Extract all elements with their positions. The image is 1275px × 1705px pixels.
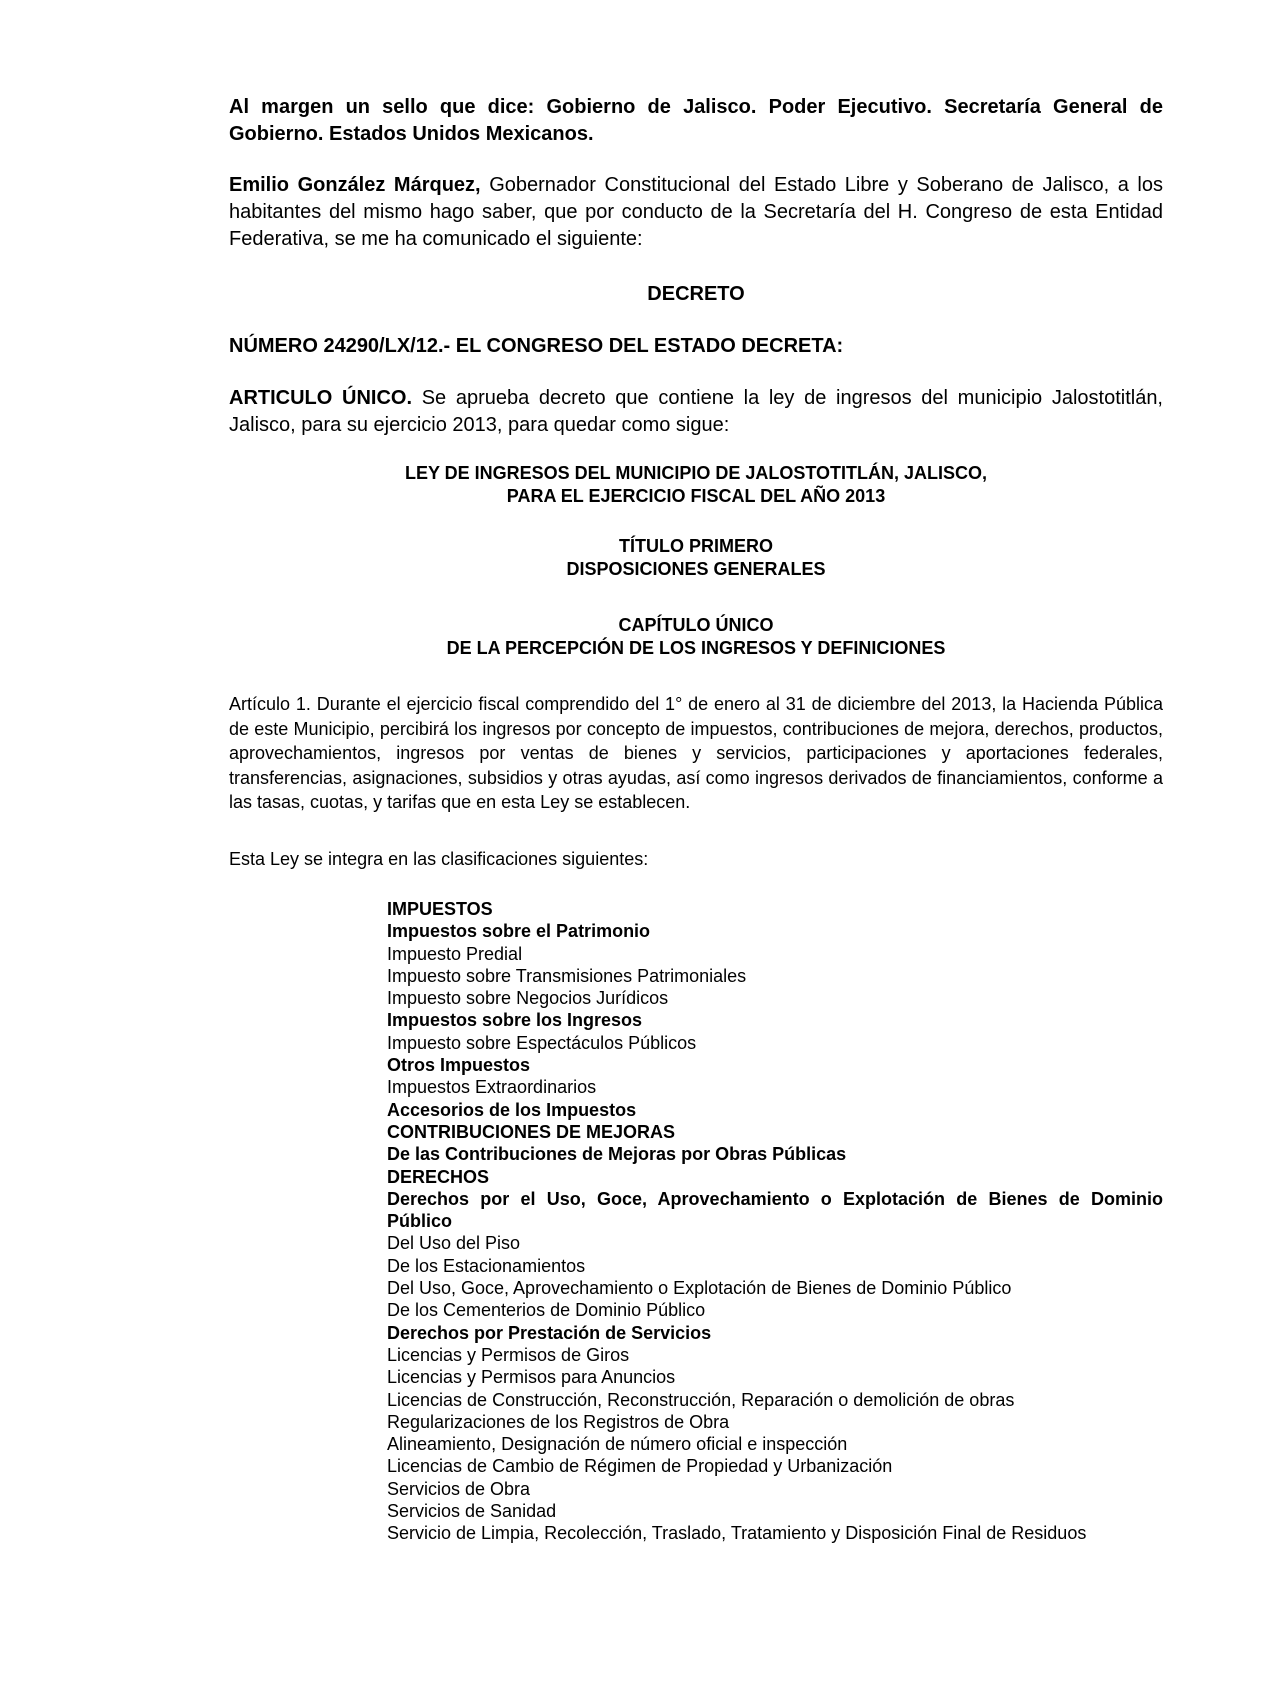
articulo-1: Artículo 1. Durante el ejercicio fiscal comprendido del 1° de enero al 31 de diciembre del 2013, la Hacienda Pública de este Municipio, percibirá los ingresos por concepto de impuestos, contribuciones de mejora, derechos, productos, aprovechamientos, ingresos por ventas de bienes y servicios, participaciones y aportaciones federales, transferencias, asignaciones, subsidios y otras ayudas, así como ingresos derivados de financiamientos, conforme a las tasas, cuotas, y tarifas que en esta Ley se establecen. bbox=[229, 694, 1163, 812]
clasificacion-item: Impuestos sobre el Patrimonio bbox=[387, 921, 651, 942]
decreto-title: DECRETO bbox=[647, 283, 745, 305]
clasificacion-item: Accesorios de los Impuestos bbox=[387, 1099, 637, 1120]
titulo-line2: DISPOSICIONES GENERALES bbox=[566, 559, 826, 579]
clasificacion-item: CONTRIBUCIONES DE MEJORAS bbox=[387, 1121, 676, 1142]
clasificacion-item: Del Uso, Goce, Aprovechamiento o Explotación de Bienes de Dominio Público bbox=[387, 1278, 1012, 1299]
titulo-line1: TÍTULO PRIMERO bbox=[619, 536, 773, 556]
clasificacion-item: Derechos por el Uso, Goce, Aprovechamiento o Explotación de Bienes de Dominio Público bbox=[387, 1188, 1163, 1232]
clasificaciones-list bbox=[387, 898, 1163, 1545]
clasificacion-item: Otros Impuestos bbox=[387, 1055, 531, 1076]
clasificacion-item: De los Estacionamientos bbox=[387, 1255, 586, 1276]
clasificacion-item: Impuestos sobre los Ingresos bbox=[387, 1010, 643, 1031]
law-title-line1: LEY DE INGRESOS DEL MUNICIPIO DE JALOSTOTITLÁN, JALISCO, bbox=[404, 463, 988, 483]
clasificaciones-intro: Esta Ley se integra en las clasificaciones siguientes: bbox=[229, 849, 649, 869]
clasificacion-item: De las Contribuciones de Mejoras por Obras Públicas bbox=[387, 1144, 847, 1165]
clasificacion-item: Regularizaciones de los Registros de Obra bbox=[387, 1411, 730, 1432]
clasificacion-item: Alineamiento, Designación de número oficial e inspección bbox=[387, 1434, 848, 1455]
clasificacion-item: IMPUESTOS bbox=[387, 899, 493, 919]
law-title-line2: PARA EL EJERCICIO FISCAL DEL AÑO 2013 bbox=[506, 486, 886, 506]
intro-paragraph bbox=[229, 172, 1163, 253]
clasificacion-item: Derechos por Prestación de Servicios bbox=[387, 1322, 712, 1343]
capitulo-line1: CAPÍTULO ÚNICO bbox=[618, 615, 774, 635]
clasificacion-item: Licencias de Construcción, Reconstrucción, Reparación o demolición de obras bbox=[387, 1389, 1015, 1410]
clasificacion-item: Impuesto sobre Negocios Jurídicos bbox=[387, 988, 669, 1009]
governor-name: Emilio González Márquez, bbox=[229, 174, 481, 196]
clasificacion-item: Del Uso del Piso bbox=[387, 1233, 521, 1254]
clasificacion-item: Servicio de Limpia, Recolección, Traslado, Tratamiento y Disposición Final de Residuos bbox=[387, 1523, 1087, 1544]
header-seal: Al margen un sello que dice: Gobierno de Jalisco. Poder Ejecutivo. Secretaría General de Gobierno. Estados Unidos Mexicanos. bbox=[229, 96, 1163, 145]
clasificacion-item: Impuestos Extraordinarios bbox=[387, 1077, 597, 1098]
clasificacion-item: Licencias y Permisos para Anuncios bbox=[387, 1367, 676, 1388]
clasificacion-item: Impuesto Predial bbox=[387, 943, 523, 964]
clasificacion-item: DERECHOS bbox=[387, 1166, 490, 1187]
intro-text: Gobernador Constitucional del Estado Libre y Soberano de Jalisco, a los habitantes del mismo hago saber, que por conducto de la Secretaría del H. Congreso de esta Entidad Federativa, se me ha comunicado el siguiente: bbox=[229, 174, 1163, 250]
clasificacion-item: Servicios de Sanidad bbox=[387, 1501, 557, 1522]
decreto-number: NÚMERO 24290/LX/12.- EL CONGRESO DEL ESTADO DECRETA: bbox=[229, 335, 844, 357]
articulo-unico bbox=[229, 385, 1163, 439]
clasificacion-item: Impuesto sobre Transmisiones Patrimoniales bbox=[387, 965, 747, 986]
clasificacion-item: Servicios de Obra bbox=[387, 1478, 531, 1499]
capitulo-unico bbox=[229, 614, 1163, 660]
titulo-primero bbox=[229, 535, 1163, 581]
capitulo-line2: DE LA PERCEPCIÓN DE LOS INGRESOS Y DEFINICIONES bbox=[446, 638, 946, 658]
clasificacion-item: De los Cementerios de Dominio Público bbox=[387, 1300, 706, 1321]
law-title bbox=[229, 462, 1163, 508]
clasificacion-item: Licencias y Permisos de Giros bbox=[387, 1344, 630, 1365]
clasificacion-item: Licencias de Cambio de Régimen de Propiedad y Urbanización bbox=[387, 1456, 893, 1477]
articulo-unico-label: ARTICULO ÚNICO. bbox=[229, 387, 412, 409]
clasificacion-item: Impuesto sobre Espectáculos Públicos bbox=[387, 1032, 697, 1053]
articulo-unico-text: Se aprueba decreto que contiene la ley de ingresos del municipio Jalostotitlán, Jalisco, para su ejercicio 2013, para quedar como sigue: bbox=[229, 387, 1163, 436]
